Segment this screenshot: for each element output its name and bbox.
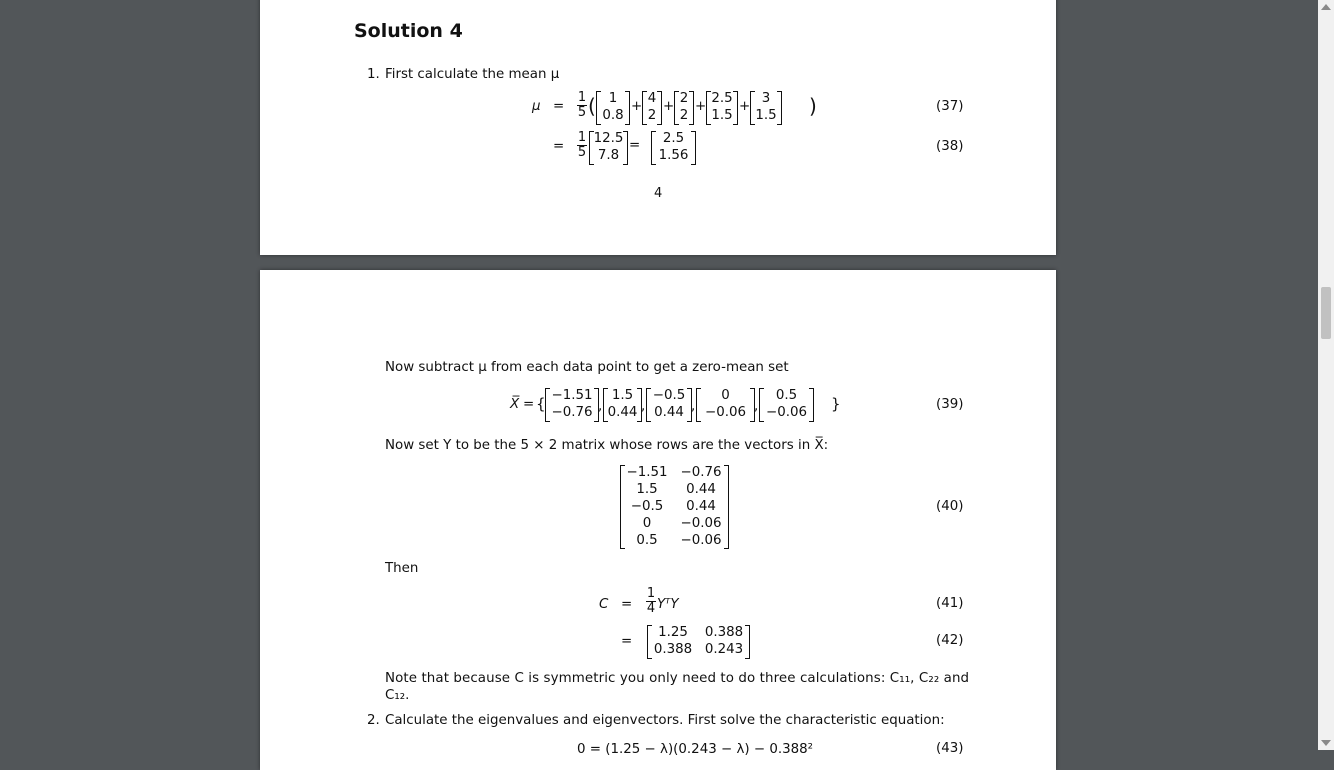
item2-text: Calculate the eigenvalues and eigenvectors. First solve the characteristic equation:	[385, 713, 945, 728]
eq38-vector-b: 2.5 1.56	[651, 131, 696, 165]
eq39-vector-3: −0.5 0.44	[646, 388, 692, 422]
matrix-cell: 1.5	[636, 482, 658, 497]
eq37-open-paren: (	[588, 94, 596, 118]
scroll-up-arrow-icon[interactable]	[1321, 4, 1331, 10]
item1-text: First calculate the mean μ	[385, 67, 560, 82]
eq41-rel: =	[621, 597, 633, 612]
eq38-rel: =	[553, 139, 565, 154]
para-subtract-mean: Now subtract μ from each data point to get a zero-mean set	[385, 360, 789, 375]
matrix-cell: 0.388	[653, 642, 693, 657]
note-line-1: Note that because C is symmetric you only need to do three calculations: C₁₁, C₂₂ and	[385, 671, 970, 686]
eq39-open-brace: {	[536, 395, 546, 413]
list-number-1: 1.	[367, 67, 380, 82]
eq43-partial: 0 = (1.25 − λ)(0.243 − λ) − 0.388²	[577, 742, 814, 757]
eq37-plus-4: +	[739, 99, 751, 114]
eq39-vector-1: −1.51 −0.76	[545, 388, 599, 422]
matrix-cell: 0.243	[704, 642, 744, 657]
eq39-vector-5: 0.5 −0.06	[759, 388, 814, 422]
eq37-number: (37)	[936, 99, 964, 114]
then-text: Then	[385, 561, 419, 576]
solution-heading: Solution 4	[354, 20, 463, 42]
matrix-cell: 0.44	[686, 482, 716, 497]
pdf-page-4	[260, 0, 1056, 255]
matrix-cell: 0.44	[686, 499, 716, 514]
eq38-equals: =	[629, 138, 641, 153]
page-number: 4	[654, 186, 663, 201]
pdf-page-5	[260, 270, 1056, 770]
eq42-number: (42)	[936, 633, 964, 648]
eq37-plus-1: +	[631, 99, 643, 114]
para-set-y: Now set Y to be the 5 × 2 matrix whose rows are the vectors in X̅:	[385, 438, 829, 453]
eq41-number: (41)	[936, 596, 964, 611]
eq40-matrix	[620, 465, 729, 549]
eq41-rhs: YᵀY	[657, 597, 679, 612]
eq39-comma-2: ,	[641, 399, 646, 414]
matrix-cell: 1.25	[658, 625, 688, 640]
eq37-vector-4: 2.5 1.5	[706, 91, 738, 125]
eq38-vector-a: 12.5 7.8	[589, 131, 628, 165]
eq41-lhs: C	[599, 597, 609, 612]
eq39-lhs: X̅	[510, 397, 520, 412]
eq40-number: (40)	[936, 499, 964, 514]
scrollbar-thumb[interactable]	[1321, 287, 1331, 339]
eq39-number: (39)	[936, 397, 964, 412]
matrix-cell: −0.76	[680, 465, 722, 480]
eq43-number: (43)	[936, 741, 964, 756]
eq39-comma-3: ,	[691, 399, 696, 414]
eq42-rel: =	[621, 634, 633, 649]
eq37-vector-2: 4 2	[642, 91, 662, 125]
eq39-comma-1: ,	[598, 399, 603, 414]
eq37-fraction: $\frac{1}{5}$	[577, 90, 587, 120]
eq39-close-brace: }	[831, 395, 841, 413]
eq37-vector-1: 1 0.8	[596, 91, 630, 125]
eq37-vector-3: 2 2	[674, 91, 694, 125]
matrix-cell: 0	[642, 516, 652, 531]
eq39-vector-2: 1.5 0.44	[603, 388, 642, 422]
eq41-fraction: $\frac{1}{4}$	[646, 586, 656, 616]
list-number-2: 2.	[367, 713, 380, 728]
eq42-matrix	[647, 625, 750, 659]
matrix-cell: 0.5	[636, 533, 658, 548]
eq37-plus-2: +	[663, 99, 675, 114]
eq39-rel: =	[523, 397, 535, 412]
eq37-lhs: μ	[532, 99, 541, 114]
eq37-vector-5: 3 1.5	[750, 91, 782, 125]
eq38-number: (38)	[936, 139, 964, 154]
eq37-close-paren: )	[809, 94, 817, 118]
eq37-rel: =	[553, 99, 565, 114]
vertical-scrollbar[interactable]	[1318, 0, 1334, 750]
matrix-cell: −1.51	[626, 465, 668, 480]
eq39-comma-4: ,	[754, 399, 759, 414]
matrix-cell: 0.388	[704, 625, 744, 640]
eq37-plus-3: +	[695, 99, 707, 114]
note-line-2: C₁₂.	[385, 688, 410, 703]
matrix-cell: −0.06	[680, 516, 722, 531]
matrix-cell: −0.5	[630, 499, 664, 514]
eq39-vector-4: 0 −0.06	[696, 388, 755, 422]
matrix-cell: −0.06	[680, 533, 722, 548]
eq38-fraction: $\frac{1}{5}$	[577, 130, 587, 160]
scroll-down-arrow-icon[interactable]	[1321, 740, 1331, 746]
